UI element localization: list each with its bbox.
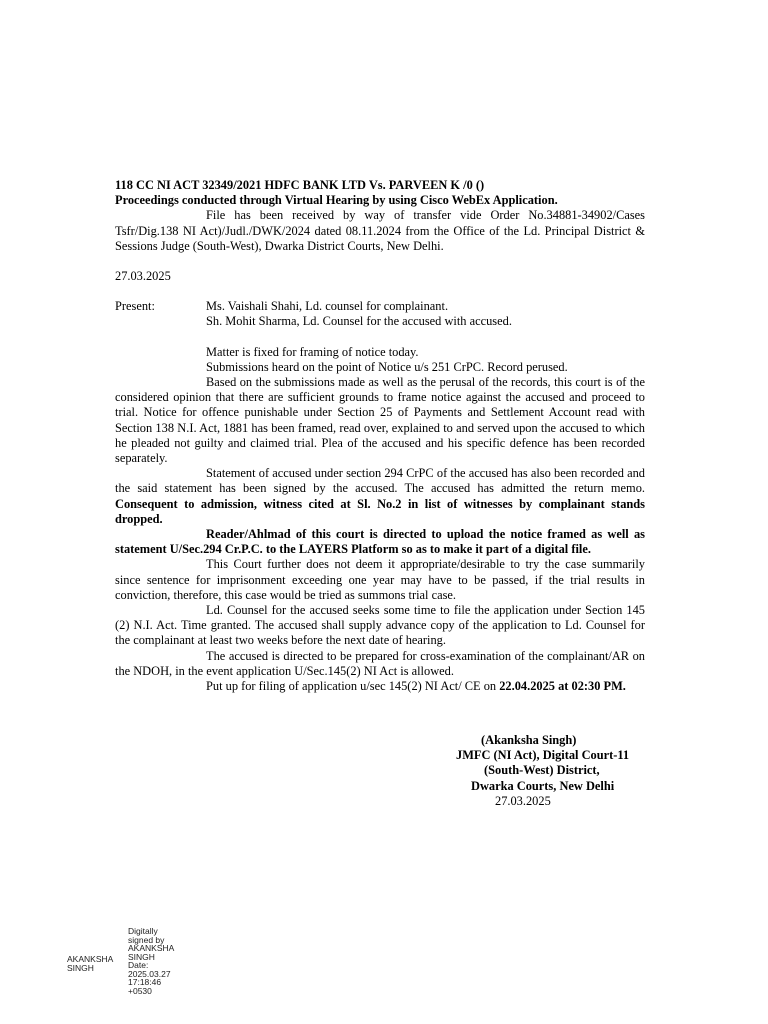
- witness-dropped-text: Consequent to admission, witness cited at Sl. No.2 in list of witnesses by complainant stands dropped.: [115, 496, 645, 526]
- judge-name: (Akanksha Singh): [481, 733, 577, 747]
- paragraph-matter-fixed: Matter is fixed for framing of notice today.: [206, 344, 419, 359]
- present-section: [115, 299, 645, 329]
- paragraph-submissions: Submissions heard on the point of Notice u/s 251 CrPC. Record perused.: [206, 359, 568, 374]
- case-title: 118 CC NI ACT 32349/2021 HDFC BANK LTD Vs. PARVEEN K /0 (): [115, 178, 485, 192]
- paragraph-statement: [115, 466, 645, 527]
- judge-district: (South-West) District,: [484, 763, 600, 778]
- paragraph-upload-direction: Reader/Ahlmad of this court is directed to upload the notice framed as well as statement U/Sec.294 Cr.P.C. to the LAYERS Platform so as to make it part of a digital file.: [115, 527, 645, 557]
- present-complainant-counsel: Ms. Vaishali Shahi, Ld. counsel for complainant.: [206, 299, 449, 314]
- order-document: [115, 178, 645, 694]
- judge-court: Dwarka Courts, New Delhi: [471, 778, 615, 793]
- dsig-line: 2025.03.27: [128, 968, 171, 979]
- next-date-value: 22.04.2025 at 02:30 PM.: [499, 679, 626, 694]
- paragraph-time-granted: Ld. Counsel for the accused seeks some time to file the application under Section 145 (2) N.I. Act. Time granted. The accused shall supply advance copy of the application to Ld. Counsel for the complainant at least two weeks before the next date of hearing.: [115, 603, 645, 648]
- digital-signer-name: [67, 955, 113, 973]
- proceedings-note: Proceedings conducted through Virtual Hearing by using Cisco WebEx Application.: [115, 193, 558, 208]
- dsig-line: AKANKSHA: [128, 943, 175, 953]
- dsig-line: signed by: [128, 934, 165, 945]
- dsig-line: SINGH: [128, 951, 155, 962]
- judge-signature-block: [456, 733, 656, 794]
- statement-text: Statement of accused under section 294 CrPC of the accused has also been recorded and the said statement has been signed by the accused. The accused has admitted the return memo.: [115, 466, 645, 496]
- dsig-line: +0530: [128, 985, 152, 996]
- dsig-line: Digitally: [128, 926, 158, 936]
- judge-designation: JMFC (NI Act), Digital Court-11: [456, 748, 630, 763]
- present-accused-counsel: Sh. Mohit Sharma, Ld. Counsel for the accused with accused.: [206, 314, 512, 329]
- present-list: [206, 299, 512, 329]
- paragraph-cross-examination: The accused is directed to be prepared for cross-examination of the complainant/AR on the NDOH, in the event application U/Sec.145(2) NI Act is allowed.: [115, 648, 645, 678]
- transfer-paragraph: File has been received by way of transfer vide Order No.34881-34902/Cases Tsfr/Dig.138 NI Act)/Judl./DWK/2024 dated 08.11.2024 from the Office of the Ld. Principal District & Sessions Judge (South-West), Dwarka District Courts, New Delhi.: [115, 208, 645, 253]
- present-label: Present:: [115, 299, 155, 314]
- digital-signer-last-name: SINGH: [67, 963, 94, 973]
- digital-signer-first-name: AKANKSHA: [67, 954, 114, 964]
- order-date: 27.03.2025: [115, 269, 171, 284]
- paragraph-summons-trial: This Court further does not deem it appropriate/desirable to try the case summarily since sentence for imprisonment exceeding one year may have to be passed, if the trial results in conviction, therefore, this case would be tried as summons trial case.: [115, 557, 645, 602]
- dsig-line: Date:: [128, 960, 149, 970]
- dsig-line: 17:18:46: [128, 977, 162, 987]
- signature-date: 27.03.2025: [495, 794, 551, 808]
- paragraph-next-date: [115, 679, 645, 694]
- paragraph-notice-framed: Based on the submissions made as well as the perusal of the records, this court is of the considered opinion that there are sufficient grounds to frame notice against the accused and proceed to trial. Notice for offence punishable under Section 25 of Payments and Settlement Account read with Section 138 N.I. Act, 1881 has been framed, read over, explained to and served upon the accused to which he pleaded not guilty and claimed trial. Plea of the accused and his specific defence has been recorded separately.: [115, 375, 645, 466]
- digital-signature-details: [128, 927, 174, 995]
- next-date-text: Put up for filing of application u/sec 145(2) NI Act/ CE on: [206, 679, 497, 694]
